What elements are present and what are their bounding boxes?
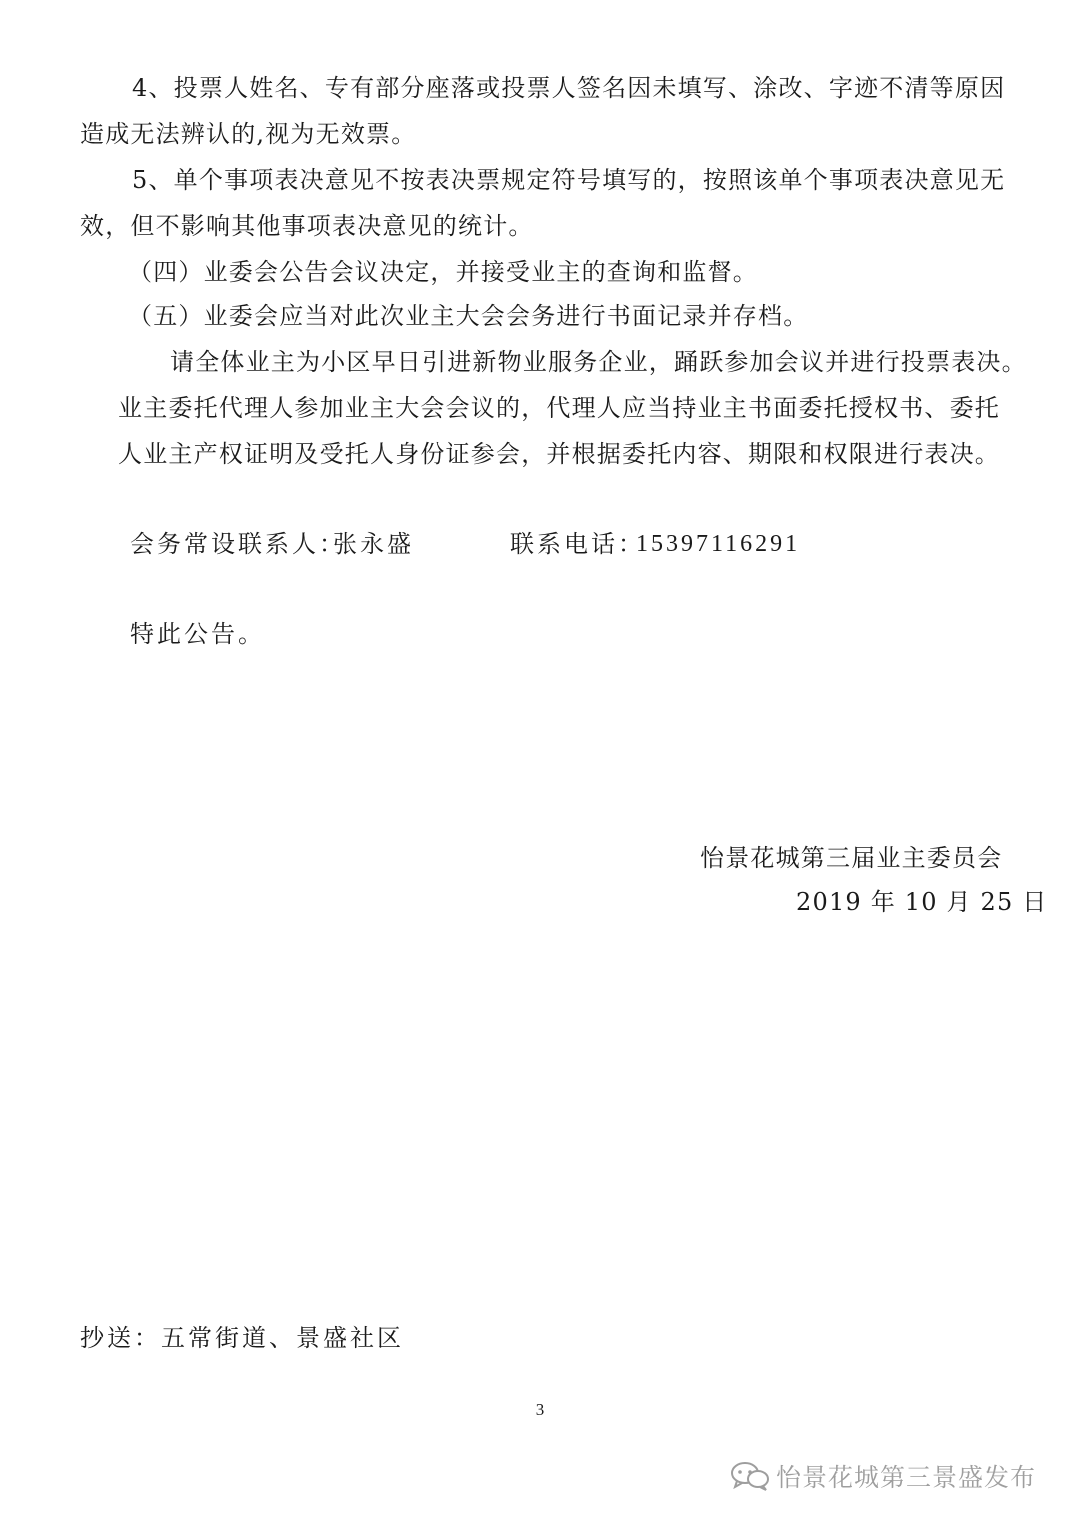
watermark-text: 怡景花城第三景盛发布 — [776, 1463, 1037, 1492]
contact-phone-number: 15397116291 — [636, 531, 801, 557]
closing-text: 特此公告。 — [130, 620, 265, 648]
watermark — [730, 1455, 1060, 1497]
contact-phone-label: 联系电话： — [510, 530, 645, 558]
contact-person-name: 张永盛 — [333, 530, 414, 558]
paragraph-line: 4、投票人姓名、专有部分座落或投票人签名因未填写、涂改、字迹不清等原因 — [132, 74, 1006, 102]
cc-recipients: 抄送：五常街道、景盛社区 — [80, 1324, 404, 1352]
paragraph-line: 5、单个事项表决意见不按表决票规定符号填写的，按照该单个事项表决意见无 — [132, 166, 1006, 194]
wechat-icon — [730, 1460, 770, 1492]
paragraph-line: 人业主产权证明及受托人身份证参会，并根据委托内容、期限和权限进行表决。 — [118, 440, 1000, 468]
signature-date: 2019 年 10 月 25 日 — [796, 888, 1048, 916]
paragraph-line: （五）业委会应当对此次业主大会会务进行书面记录并存档。 — [128, 302, 809, 330]
paragraph-line: 效，但不影响其他事项表决意见的统计。 — [80, 212, 534, 240]
page-number: 3 — [535, 1400, 545, 1419]
contact-person-label: 会务常设联系人： — [130, 530, 346, 558]
paragraph-line: （四）业委会公告会议决定，并接受业主的查询和监督。 — [128, 258, 758, 286]
paragraph-line: 造成无法辨认的,视为无效票。 — [80, 120, 417, 148]
paragraph-line: 请全体业主为小区早日引进新物业服务企业，踊跃参加会议并进行投票表决。 — [170, 348, 1027, 376]
paragraph-line: 业主委托代理人参加业主大会会议的，代理人应当持业主书面委托授权书、委托 — [118, 394, 1000, 422]
signature-organization: 怡景花城第三届业主委员会 — [700, 844, 1003, 872]
